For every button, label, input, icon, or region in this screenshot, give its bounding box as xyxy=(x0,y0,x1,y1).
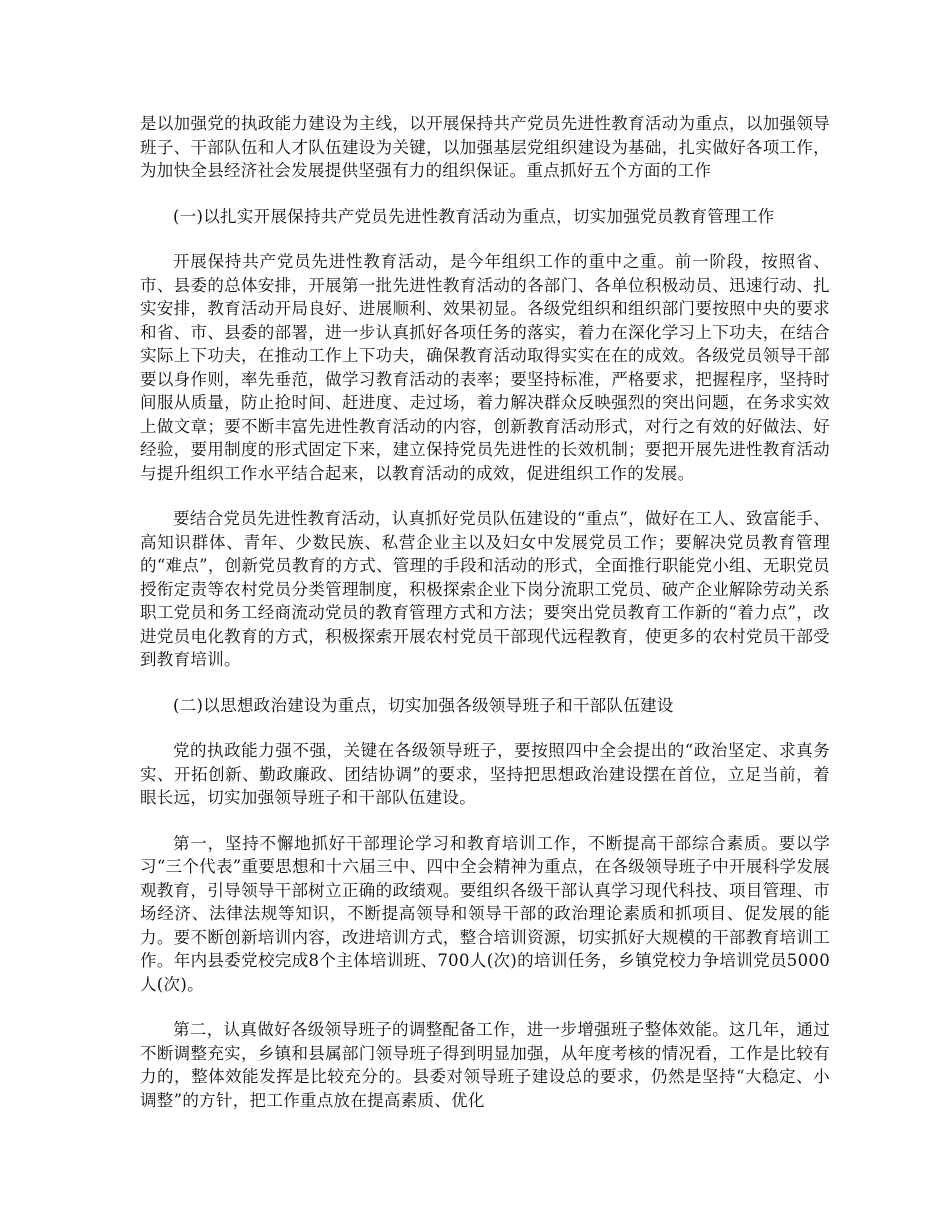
paragraph-governing-ability: 党的执政能力强不强，关键在各级领导班子，要按照四中全会提出的“政治坚定、求真务实、开拓创新、勤政廉政、团结协调”的要求，坚持把思想政治建设摆在首位，立足当前，着眼长远，切实加强领导班子和干部队伍建设。 xyxy=(140,741,830,807)
paragraph-education-activity: 开展保持共产党员先进性教育活动，是今年组织工作的重中之重。前一阶段，按照省、市、县委的总体安排，开展第一批先进性教育活动的各部门、各单位积极动员、迅速行动、扎实安排，教育活动开局良好、进展顺利、效果初显。各级党组织和组织部门要按照中央的要求和省、市、县委的部署，进一步认真抓好各项任务的落实，着力在深化学习上下功夫，在结合实际上下功夫，在推动工作上下功夫，确保教育活动取得实实在在的成效。各级党员领导干部要以身作则，率先垂范，做学习教育活动的表率；要坚持标准，严格要求，把握程序，坚持时间服从质量，防止抢时间、赶进度、走过场，着力解决群众反映强烈的突出问题，在务求实效上做文章；要不断丰富先进性教育活动的内容，创新教育活动形式，对行之有效的好做法、好经验，要用制度的形式固定下来，建立保持党员先进性的长效机制；要把开展先进性教育活动与提升组织工作水平结合起来，以教育活动的成效，促进组织工作的发展。 xyxy=(140,252,830,483)
section-heading-2: (二)以思想政治建设为重点，切实加强各级领导班子和干部队伍建设 xyxy=(173,695,674,715)
section-heading-1: (一)以扎实开展保持共产党员先进性教育活动为重点，切实加强党员教育管理工作 xyxy=(173,206,775,226)
paragraph-point-one: 第一，坚持不懈地抓好干部理论学习和教育培训工作，不断提高干部综合素质。要以学习“三个代表”重要思想和十六届三中、四中全会精神为重点，在各级领导班子中开展科学发展观教育，引导领导干部树立正确的政绩观。要组织各级干部认真学习现代科技、项目管理、市场经济、法律法规等知识，不断提高领导和领导干部的政治理论素质和抓项目、促发展的能力。要不断创新培训内容，改进培训方式，整合培训资源，切实抓好大规模的干部教育培训工作。年内县委党校完成8个主体培训班、700人(次)的培训任务，乡镇党校力争培训党员5000人(次)。 xyxy=(140,833,830,994)
document-page xyxy=(140,112,830,1134)
paragraph-intro: 是以加强党的执政能力建设为主线，以开展保持共产党员先进性教育活动为重点，以加强领导班子、干部队伍和人才队伍建设为关键，以加强基层党组织建设为基础，扎实做好各项工作，为加快全县经济社会发展提供坚强有力的组织保证。重点抓好五个方面的工作 xyxy=(140,114,830,180)
paragraph-party-member-building: 要结合党员先进性教育活动，认真抓好党员队伍建设的“重点”，做好在工人、致富能手、高知识群体、青年、少数民族、私营企业主以及妇女中发展党员工作；要解决党员教育管理的“难点”，创新党员教育的方式、管理的手段和活动的形式，全面推行职能党小组、无职党员授衔定责等农村党员分类管理制度，积极探索企业下岗分流职工党员、破产企业解除劳动关系职工党员和务工经商流动党员的教育管理方式和方法；要突出党员教育工作新的“着力点”，改进党员电化教育的方式，积极探索开展农村党员干部现代远程教育，使更多的农村党员干部受到教育培训。 xyxy=(140,509,830,669)
paragraph-point-two: 第二，认真做好各级领导班子的调整配备工作，进一步增强班子整体效能。这几年，通过不断调整充实，乡镇和县属部门领导班子得到明显加强，从年度考核的情况看，工作是比较有力的，整体效能发挥是比较充分的。县委对领导班子建设总的要求，仍然是坚持“大稳定、小调整”的方针，把工作重点放在提高素质、优化 xyxy=(140,1020,830,1110)
